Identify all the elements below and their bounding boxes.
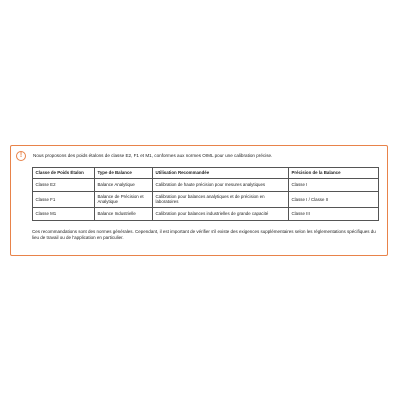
intro-text: Nous proposons des poids étalons de classe E2, F1 et M1, conformes aux normes OIML pour une calibration précise.: [33, 153, 273, 158]
table-header-row: [33, 168, 379, 179]
info-icon: !: [16, 151, 26, 161]
cell-balance-precision: Classe I: [289, 178, 379, 192]
table-row: [33, 192, 379, 207]
cell-recommended-use: Calibration pour balances industrielles de grande capacité: [153, 207, 289, 221]
table-row: [33, 207, 379, 221]
cell-weight-class: Classe F1: [33, 192, 95, 207]
cell-balance-type: Balance Industrielle: [95, 207, 153, 221]
cell-balance-type: Balance Analytique: [95, 178, 153, 192]
cell-weight-class: Classe E2: [33, 178, 95, 192]
footer-note: Ces recommandations sont des normes générales. Cependant, il est important de vérifier s'il existe des exigences supplémentaires selon les réglementations spécifiques du lieu de travail ou de l'application en particulier.: [32, 229, 376, 240]
header-balance-type: Type de Balance: [95, 168, 153, 179]
cell-weight-class: Classe M1: [33, 207, 95, 221]
cell-balance-precision: Classe III: [289, 207, 379, 221]
weights-table: [32, 167, 379, 221]
info-notice-box: [10, 145, 388, 256]
header-balance-precision: Précision de la Balance: [289, 168, 379, 179]
cell-recommended-use: Calibration pour balances analytiques et de précision en laboratoires: [153, 192, 289, 207]
cell-balance-precision: Classe I / Classe II: [289, 192, 379, 207]
cell-balance-type: Balance de Précision et Analytique: [95, 192, 153, 207]
cell-recommended-use: Calibration de haute précision pour mesures analytiques: [153, 178, 289, 192]
header-recommended-use: Utilisation Recommandée: [153, 168, 289, 179]
table-row: [33, 178, 379, 192]
header-weight-class: Classe de Poids Étalon: [33, 168, 95, 179]
